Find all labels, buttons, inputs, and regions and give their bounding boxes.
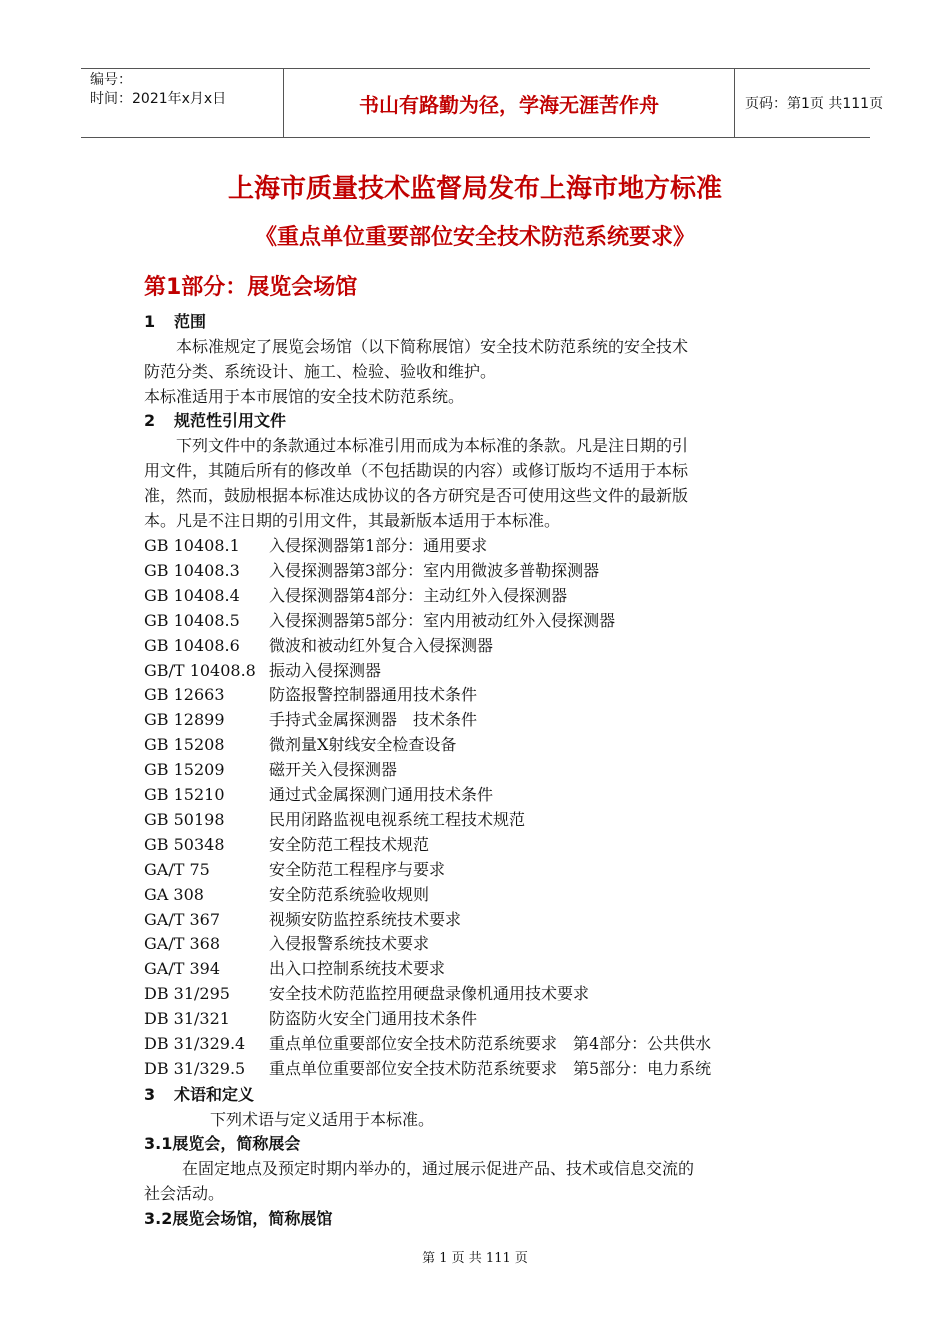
subsection-heading: 3.1展览会，简称展会 bbox=[144, 1134, 301, 1153]
paragraph-line: 本标准适用于本市展馆的安全技术防范系统。 bbox=[144, 387, 465, 406]
page-footer: 第 1 页 共 111 页 bbox=[422, 1251, 528, 1266]
paragraph-line: 下列术语与定义适用于本标准。 bbox=[210, 1110, 435, 1129]
reference-title: 安全防范工程程序与要求 bbox=[269, 859, 446, 879]
reference-title: 视频安防监控系统技术要求 bbox=[269, 909, 462, 929]
header-page-info: 页码：第1页 共111页 bbox=[745, 96, 884, 112]
paragraph-line: 下列文件中的条款通过本标准引用而成为本标准的条款。凡是注日期的引 bbox=[176, 436, 689, 455]
reference-title: 防盗报警控制器通用技术条件 bbox=[269, 685, 478, 705]
reference-item bbox=[144, 586, 567, 606]
reference-item bbox=[144, 561, 599, 581]
reference-title: 安全技术防范监控用硬盘录像机通用技术要求 bbox=[269, 984, 590, 1004]
reference-item bbox=[144, 735, 456, 755]
section-heading-3 bbox=[144, 1085, 254, 1105]
reference-item bbox=[144, 1059, 711, 1079]
reference-code: DB 31/329.5 bbox=[144, 1058, 246, 1078]
reference-code: GA/T 368 bbox=[144, 934, 221, 954]
reference-title: 入侵探测器第5部分：室内用被动红外入侵探测器 bbox=[269, 610, 616, 630]
reference-item bbox=[144, 885, 429, 905]
reference-item bbox=[144, 1034, 711, 1054]
reference-item bbox=[144, 835, 429, 855]
reference-title: 防盗防火安全门通用技术条件 bbox=[269, 1009, 478, 1029]
reference-code: GB 15210 bbox=[144, 785, 225, 804]
reference-item bbox=[144, 1009, 477, 1029]
page-header bbox=[81, 68, 884, 138]
number-label: 编号： bbox=[90, 72, 132, 88]
paragraph-line: 本。凡是不注日期的引用文件，其最新版本适用于本标准。 bbox=[144, 511, 561, 530]
reference-item bbox=[144, 934, 429, 954]
section-heading-1 bbox=[144, 312, 206, 332]
reference-title: 入侵报警系统技术要求 bbox=[269, 934, 430, 954]
reference-code: GB 10408.3 bbox=[144, 560, 240, 580]
header-meta bbox=[81, 69, 283, 137]
paragraph-line: 在固定地点及预定时期内举办的，通过展示促进产品、技术或信息交流的 bbox=[182, 1159, 695, 1178]
document-title: 上海市质量技术监督局发布上海市地方标准 bbox=[227, 174, 722, 204]
reference-item bbox=[144, 611, 615, 631]
reference-code: GA/T 394 bbox=[144, 959, 221, 979]
reference-code: GB 50198 bbox=[144, 809, 225, 829]
reference-code: GB 15209 bbox=[144, 760, 225, 780]
reference-item bbox=[144, 860, 445, 880]
reference-code: GA/T 367 bbox=[144, 909, 221, 929]
reference-title: 入侵探测器第4部分：主动红外入侵探测器 bbox=[269, 585, 568, 605]
reference-item bbox=[144, 685, 477, 705]
reference-title: 手持式金属探测器 技术条件 bbox=[269, 710, 478, 730]
reference-item bbox=[144, 636, 493, 656]
reference-title: 振动入侵探测器 bbox=[269, 660, 382, 680]
reference-code: GB 10408.4 bbox=[144, 585, 240, 605]
reference-code: DB 31/295 bbox=[144, 984, 230, 1004]
reference-code: DB 31/329.4 bbox=[144, 1034, 246, 1053]
reference-title: 微剂量X射线安全检查设备 bbox=[269, 735, 457, 755]
reference-code: GB 10408.1 bbox=[144, 536, 240, 555]
reference-item bbox=[144, 710, 477, 730]
reference-item bbox=[144, 810, 525, 830]
paragraph-line: 用文件，其随后所有的修改单（不包括勘误的内容）或修订版均不适用于本标 bbox=[144, 461, 689, 480]
reference-code: GB 12899 bbox=[144, 710, 225, 730]
reference-item bbox=[144, 760, 397, 780]
time-label: 时间：2021年x月x日 bbox=[90, 91, 227, 107]
reference-title: 出入口控制系统技术要求 bbox=[269, 959, 446, 979]
paragraph-line: 准，然而，鼓励根据本标准达成协议的各方研究是否可使用这些文件的最新版 bbox=[144, 486, 689, 505]
part-title: 第1部分：展览会场馆 bbox=[144, 275, 358, 300]
reference-code: GB 15208 bbox=[144, 735, 225, 755]
reference-item bbox=[144, 910, 461, 930]
section-number: 3 bbox=[144, 1085, 156, 1104]
paragraph-line: 本标准规定了展览会场馆（以下简称展馆）安全技术防范系统的安全技术 bbox=[176, 337, 689, 356]
reference-code: GB 50348 bbox=[144, 834, 225, 854]
reference-item bbox=[144, 785, 493, 805]
reference-code: GB 12663 bbox=[144, 685, 225, 705]
section-number: 1 bbox=[144, 312, 156, 331]
reference-item bbox=[144, 661, 381, 681]
reference-title: 通过式金属探测门通用技术条件 bbox=[269, 785, 494, 804]
subsection-heading: 3.2展览会场馆，简称展馆 bbox=[144, 1209, 333, 1228]
header-motto: 书山有路勤为径，学海无涯苦作舟 bbox=[283, 69, 735, 137]
section-title: 术语和定义 bbox=[174, 1085, 255, 1104]
reference-code: DB 31/321 bbox=[144, 1009, 230, 1029]
section-number: 2 bbox=[144, 411, 156, 430]
section-title: 范围 bbox=[174, 312, 207, 331]
paragraph-line: 社会活动。 bbox=[144, 1184, 225, 1203]
reference-title: 重点单位重要部位安全技术防范系统要求 第5部分：电力系统 bbox=[269, 1058, 712, 1078]
reference-title: 入侵探测器第1部分：通用要求 bbox=[269, 536, 488, 555]
section-title: 规范性引用文件 bbox=[174, 411, 287, 430]
reference-title: 重点单位重要部位安全技术防范系统要求 第4部分：公共供水 bbox=[269, 1034, 712, 1053]
reference-code: GA 308 bbox=[144, 884, 204, 904]
reference-title: 微波和被动红外复合入侵探测器 bbox=[269, 635, 494, 655]
reference-title: 民用闭路监视电视系统工程技术规范 bbox=[269, 809, 526, 829]
reference-title: 安全防范工程技术规范 bbox=[269, 834, 430, 854]
reference-item bbox=[144, 536, 487, 556]
reference-code: GB 10408.6 bbox=[144, 635, 240, 655]
reference-code: GB 10408.5 bbox=[144, 610, 240, 630]
section-heading-2 bbox=[144, 411, 286, 431]
reference-item bbox=[144, 959, 445, 979]
reference-title: 安全防范系统验收规则 bbox=[269, 884, 430, 904]
reference-title: 入侵探测器第3部分：室内用微波多普勒探测器 bbox=[269, 560, 600, 580]
reference-item bbox=[144, 984, 589, 1004]
paragraph-line: 防范分类、系统设计、施工、检验、验收和维护。 bbox=[144, 362, 497, 381]
reference-code: GB/T 10408.8 bbox=[144, 660, 256, 680]
document-subtitle: 《重点单位重要部位安全技术防范系统要求》 bbox=[254, 225, 695, 250]
reference-title: 磁开关入侵探测器 bbox=[269, 760, 398, 780]
reference-code: GA/T 75 bbox=[144, 859, 210, 879]
